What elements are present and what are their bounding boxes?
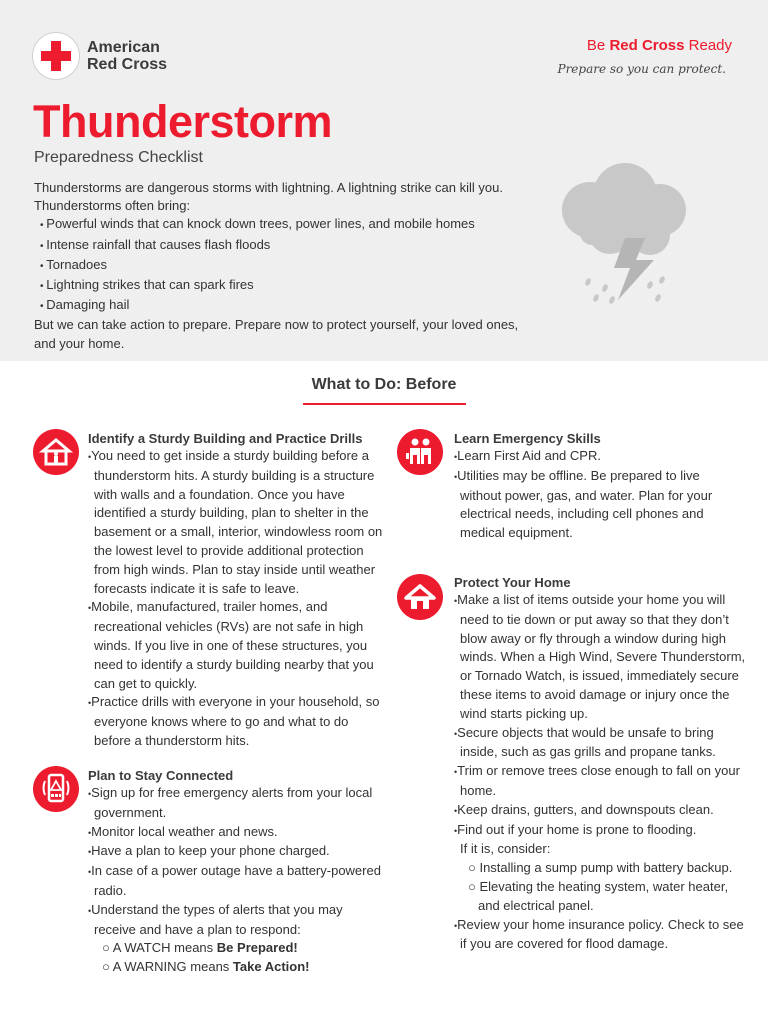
hazard-list xyxy=(34,215,524,316)
shelter-icon xyxy=(33,429,79,475)
block-heading: Protect Your Home xyxy=(454,575,571,590)
list-item: •Utilities may be offline. Be prepared to live without power, gas, and water. Plan for your electrical needs, including cell phones and medical equipment. xyxy=(454,467,713,541)
page-subtitle: Preparedness Checklist xyxy=(34,149,203,166)
list-item: • Tornadoes xyxy=(40,256,524,276)
outro-paragraph: But we can take action to prepare. Prepare now to protect yourself, your loved ones, and your home. xyxy=(34,317,519,351)
red-cross-emblem xyxy=(32,32,80,80)
intro-text xyxy=(34,179,524,353)
list-item: •Practice drills with everyone in your household, so everyone knows where to go and what to do before a thunderstorm hits. xyxy=(88,694,380,748)
tagline: Prepare so you can protect. xyxy=(557,62,726,76)
list-item: • Intense rainfall that causes flash floods xyxy=(40,236,524,256)
section-title: What to Do: Before xyxy=(311,376,457,393)
storm-cloud-icon xyxy=(550,160,695,305)
list-item: •In case of a power outage have a battery-powered radio. xyxy=(88,863,381,898)
list-item: ○ A WARNING means Take Action! xyxy=(102,959,310,975)
list-item: • Lightning strikes that can spark fires xyxy=(40,276,524,296)
list-item: • Powerful winds that can knock down trees, power lines, and mobile homes xyxy=(40,215,524,235)
block-heading: Plan to Stay Connected xyxy=(88,768,234,783)
list-item: •Trim or remove trees close enough to fall on your home. xyxy=(454,763,740,798)
list-item: •Secure objects that would be unsafe to bring inside, such as gas grills and propane tanks. xyxy=(454,724,716,760)
home-icon xyxy=(397,574,443,620)
first-aid-icon xyxy=(397,429,443,475)
list-item: •Make a list of items outside your home you will need to tie down or put away so that they don’t blow away or fly through a window during high winds. When a High Wind, Severe Thunderstorm, or Tornado Watch, is issued, immediately secure these items to avoid damage or injury once the wind starts picking up. xyxy=(454,592,746,721)
section-divider xyxy=(303,403,466,405)
list-item: •Mobile, manufactured, trailer homes, and recreational vehicles (RVs) are not safe in high winds. If you live in one of these structures, you need to identify a sturdy building nearby that you can get to quickly. xyxy=(88,599,374,691)
block-heading: Learn Emergency Skills xyxy=(454,431,601,446)
list-item: • Damaging hail xyxy=(40,296,524,316)
page-title: Thunderstorm xyxy=(33,96,333,147)
list-item: ○ Installing a sump pump with battery backup. xyxy=(468,860,733,876)
phone-alert-icon xyxy=(33,766,79,812)
list-item: •Find out if your home is prone to flooding. xyxy=(454,821,697,837)
emergency-skills-block xyxy=(454,431,744,543)
list-item: •Understand the types of alerts that you may receive and have a plan to respond: xyxy=(88,901,343,937)
brand-name: American Red Cross xyxy=(87,39,168,73)
list-item: •You need to get inside a sturdy building before a thunderstorm hits. A sturdy building is a structure with walls and a foundation. Once you have identified a sturdy building, plan to shelter in the basement or a small, interior, windowless room on the lowest level to provide additional protection from high winds. Plan to stay inside until weather forecasts indicate it is safe to leave. xyxy=(88,448,383,596)
list-item: ○ Elevating the heating system, water heater, and electrical panel. xyxy=(468,878,729,913)
list-item: •Have a plan to keep your phone charged. xyxy=(88,843,330,859)
sturdy-building-block xyxy=(88,431,388,751)
stay-connected-block xyxy=(88,768,388,977)
list-item: •Monitor local weather and news. xyxy=(88,823,278,839)
list-item: ○ A WATCH means Be Prepared! xyxy=(102,940,298,956)
list-item: •Keep drains, gutters, and downspouts clean. xyxy=(454,801,714,817)
be-ready-slogan: Be Red Cross Ready xyxy=(586,37,732,54)
list-item: •Sign up for free emergency alerts from your local government. xyxy=(88,785,373,820)
list-item: If it is, consider: xyxy=(460,841,551,857)
protect-home-block xyxy=(454,575,749,954)
list-item: •Learn First Aid and CPR. xyxy=(454,448,601,463)
list-item: •Review your home insurance policy. Check to see if you are covered for flood damage. xyxy=(454,916,744,952)
block-heading: Identify a Sturdy Building and Practice Drills xyxy=(88,431,363,446)
intro-paragraph: Thunderstorms are dangerous storms with lightning. A lightning strike can kill you. Thunderstorms often bring: xyxy=(34,180,503,214)
